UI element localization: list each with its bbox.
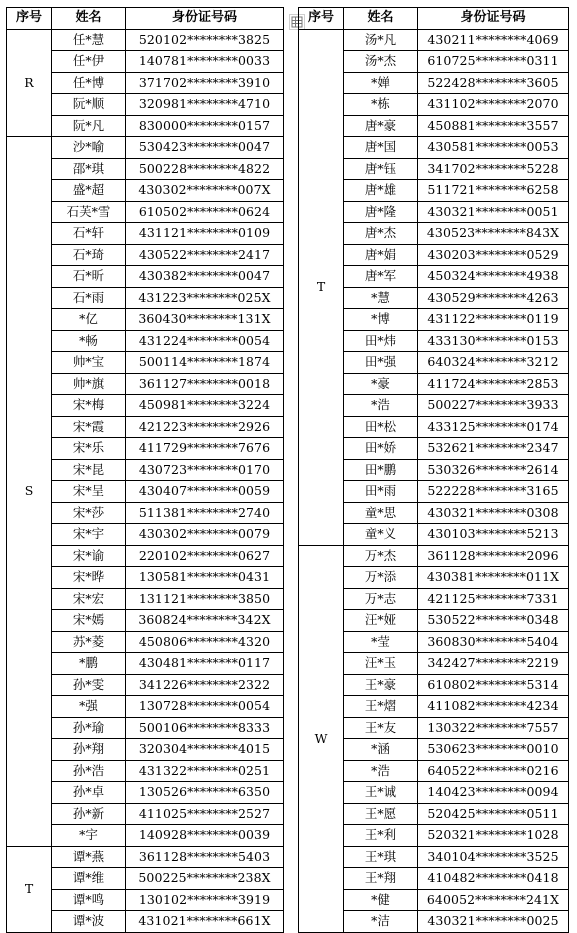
id-number: 361128********5403 xyxy=(126,846,284,868)
person-name: 唐*军 xyxy=(344,266,418,288)
person-name: 宋*嫣 xyxy=(52,610,126,632)
person-name: 童*义 xyxy=(344,524,418,546)
person-name: 宋*昆 xyxy=(52,459,126,481)
person-name: *栋 xyxy=(344,94,418,116)
id-number: 431223********025X xyxy=(126,287,284,309)
id-number: 320981********4710 xyxy=(126,94,284,116)
id-number: 140928********0039 xyxy=(126,825,284,847)
id-number: 530423********0047 xyxy=(126,137,284,159)
id-number: 430302********0079 xyxy=(126,524,284,546)
person-name: 宋*宇 xyxy=(52,524,126,546)
person-name: 万*杰 xyxy=(344,545,418,567)
person-name: 王*愿 xyxy=(344,803,418,825)
id-number: 431121********0109 xyxy=(126,223,284,245)
person-name: 田*鹏 xyxy=(344,459,418,481)
person-name: *豪 xyxy=(344,373,418,395)
id-number: 371702********3910 xyxy=(126,72,284,94)
id-number: 520102********3825 xyxy=(126,29,284,51)
person-name: 王*琪 xyxy=(344,846,418,868)
id-number: 640324********3212 xyxy=(418,352,569,374)
group-letter: S xyxy=(7,137,52,847)
id-number: 130526********6350 xyxy=(126,782,284,804)
person-name: 谭*维 xyxy=(52,868,126,890)
person-name: 童*思 xyxy=(344,502,418,524)
id-number: 433125********0174 xyxy=(418,416,569,438)
person-name: *鹏 xyxy=(52,653,126,675)
id-number: 430407********0059 xyxy=(126,481,284,503)
id-number: 430581********0053 xyxy=(418,137,569,159)
id-number: 411729********7676 xyxy=(126,438,284,460)
id-number: 430481********0117 xyxy=(126,653,284,675)
id-number: 450806********4320 xyxy=(126,631,284,653)
person-name: 帅*宝 xyxy=(52,352,126,374)
person-name: *莹 xyxy=(344,631,418,653)
id-number: 140781********0033 xyxy=(126,51,284,73)
header-seq: 序号 xyxy=(299,8,344,30)
id-number: 431322********0251 xyxy=(126,760,284,782)
id-number: 430529********4263 xyxy=(418,287,569,309)
person-name: 唐*娟 xyxy=(344,244,418,266)
header-row xyxy=(299,8,569,30)
id-number: 500227********3933 xyxy=(418,395,569,417)
person-name: 宋*霞 xyxy=(52,416,126,438)
id-number: 411724********2853 xyxy=(418,373,569,395)
id-number: 131121********3850 xyxy=(126,588,284,610)
person-name: 田*松 xyxy=(344,416,418,438)
id-number: 511381********2740 xyxy=(126,502,284,524)
person-name: 王*诚 xyxy=(344,782,418,804)
person-name: 宋*呈 xyxy=(52,481,126,503)
person-name: 田*娇 xyxy=(344,438,418,460)
person-name: 帅*旗 xyxy=(52,373,126,395)
id-number: 830000********0157 xyxy=(126,115,284,137)
person-name: *畅 xyxy=(52,330,126,352)
person-name: 苏*菱 xyxy=(52,631,126,653)
id-number: 130728********0054 xyxy=(126,696,284,718)
table-row xyxy=(7,29,284,51)
id-number: 450881********3557 xyxy=(418,115,569,137)
id-number: 411082********4234 xyxy=(418,696,569,718)
header-name: 姓名 xyxy=(344,8,418,30)
person-name: 任*伊 xyxy=(52,51,126,73)
person-name: 石*琦 xyxy=(52,244,126,266)
id-number: 450324********4938 xyxy=(418,266,569,288)
person-name: 王*熠 xyxy=(344,696,418,718)
person-name: 宋*乐 xyxy=(52,438,126,460)
roster-table-right xyxy=(298,7,569,933)
roster-body-left xyxy=(7,29,284,932)
person-name: 万*添 xyxy=(344,567,418,589)
person-name: 孙*瑜 xyxy=(52,717,126,739)
id-number: 640052********241X xyxy=(418,889,569,911)
person-name: 王*豪 xyxy=(344,674,418,696)
header-id: 身份证号码 xyxy=(418,8,569,30)
id-number: 421223********2926 xyxy=(126,416,284,438)
id-number: 430381********011X xyxy=(418,567,569,589)
person-name: *强 xyxy=(52,696,126,718)
id-number: 430321********0308 xyxy=(418,502,569,524)
person-name: 宋*莎 xyxy=(52,502,126,524)
person-name: 谭*波 xyxy=(52,911,126,933)
roster-table-left xyxy=(6,7,284,933)
id-number: 530623********0010 xyxy=(418,739,569,761)
id-number: 410482********0418 xyxy=(418,868,569,890)
person-name: 唐*隆 xyxy=(344,201,418,223)
person-name: 阮*顺 xyxy=(52,94,126,116)
id-number: 430522********2417 xyxy=(126,244,284,266)
id-number: 342427********2219 xyxy=(418,653,569,675)
person-name: 汤*凡 xyxy=(344,29,418,51)
id-number: 360830********5404 xyxy=(418,631,569,653)
id-number: 431021********661X xyxy=(126,911,284,933)
id-number: 130581********0431 xyxy=(126,567,284,589)
person-name: 沙*喻 xyxy=(52,137,126,159)
id-number: 341226********2322 xyxy=(126,674,284,696)
id-number: 431224********0054 xyxy=(126,330,284,352)
group-letter: T xyxy=(299,29,344,545)
person-name: *洁 xyxy=(344,911,418,933)
person-name: 石*雨 xyxy=(52,287,126,309)
person-name: *亿 xyxy=(52,309,126,331)
person-name: 田*强 xyxy=(344,352,418,374)
id-number: 450981********3224 xyxy=(126,395,284,417)
person-name: 阮*凡 xyxy=(52,115,126,137)
id-number: 360824********342X xyxy=(126,610,284,632)
id-number: 522228********3165 xyxy=(418,481,569,503)
id-number: 511721********6258 xyxy=(418,180,569,202)
person-name: 宋*宏 xyxy=(52,588,126,610)
person-name: 石*昕 xyxy=(52,266,126,288)
id-number: 220102********0627 xyxy=(126,545,284,567)
person-name: *浩 xyxy=(344,395,418,417)
id-number: 430382********0047 xyxy=(126,266,284,288)
person-name: *涵 xyxy=(344,739,418,761)
person-name: 孙*卓 xyxy=(52,782,126,804)
id-number: 411025********2527 xyxy=(126,803,284,825)
person-name: 石芙*雪 xyxy=(52,201,126,223)
id-number: 430103********5213 xyxy=(418,524,569,546)
person-name: *博 xyxy=(344,309,418,331)
id-number: 361127********0018 xyxy=(126,373,284,395)
id-number: 361128********2096 xyxy=(418,545,569,567)
id-number: 610502********0624 xyxy=(126,201,284,223)
id-number: 430211********4069 xyxy=(418,29,569,51)
table-row xyxy=(7,137,284,159)
person-name: 宋*梅 xyxy=(52,395,126,417)
person-name: 谭*鸣 xyxy=(52,889,126,911)
person-name: 石*轩 xyxy=(52,223,126,245)
id-number: 500225********238X xyxy=(126,868,284,890)
id-number: 430723********0170 xyxy=(126,459,284,481)
person-name: 宋*晔 xyxy=(52,567,126,589)
id-number: 430321********0051 xyxy=(418,201,569,223)
person-name: 邵*琪 xyxy=(52,158,126,180)
group-letter: W xyxy=(299,545,344,932)
person-name: 盛*超 xyxy=(52,180,126,202)
table-row xyxy=(299,29,569,51)
person-name: 汤*杰 xyxy=(344,51,418,73)
id-number: 520425********0511 xyxy=(418,803,569,825)
header-id: 身份证号码 xyxy=(126,8,284,30)
person-name: 孙*浩 xyxy=(52,760,126,782)
person-name: 唐*雄 xyxy=(344,180,418,202)
id-number: 610725********0311 xyxy=(418,51,569,73)
header-row xyxy=(7,8,284,30)
table-row xyxy=(299,545,569,567)
person-name: 任*慧 xyxy=(52,29,126,51)
id-number: 130322********7557 xyxy=(418,717,569,739)
id-number: 431102********2070 xyxy=(418,94,569,116)
person-name: *宇 xyxy=(52,825,126,847)
person-name: 唐*豪 xyxy=(344,115,418,137)
person-name: 万*志 xyxy=(344,588,418,610)
id-number: 130102********3919 xyxy=(126,889,284,911)
group-letter: T xyxy=(7,846,52,932)
id-number: 340104********3525 xyxy=(418,846,569,868)
id-number: 341702********5228 xyxy=(418,158,569,180)
header-seq: 序号 xyxy=(7,8,52,30)
id-number: 430203********0529 xyxy=(418,244,569,266)
header-name: 姓名 xyxy=(52,8,126,30)
group-letter: R xyxy=(7,29,52,137)
person-name: 唐*杰 xyxy=(344,223,418,245)
person-name: 王*友 xyxy=(344,717,418,739)
person-name: *浩 xyxy=(344,760,418,782)
id-number: 360430********131X xyxy=(126,309,284,331)
roster-body-right xyxy=(299,29,569,932)
table-row xyxy=(7,846,284,868)
person-name: 孙*翔 xyxy=(52,739,126,761)
id-number: 532621********2347 xyxy=(418,438,569,460)
id-number: 640522********0216 xyxy=(418,760,569,782)
id-number: 500114********1874 xyxy=(126,352,284,374)
id-number: 431122********0119 xyxy=(418,309,569,331)
person-name: 孙*雯 xyxy=(52,674,126,696)
id-number: 430523********843X xyxy=(418,223,569,245)
person-name: 汪*娅 xyxy=(344,610,418,632)
id-number: 530522********0348 xyxy=(418,610,569,632)
id-number: 500106********8333 xyxy=(126,717,284,739)
person-name: 唐*国 xyxy=(344,137,418,159)
person-name: 王*利 xyxy=(344,825,418,847)
id-number: 430321********0025 xyxy=(418,911,569,933)
person-name: *慧 xyxy=(344,287,418,309)
id-number: 522428********3605 xyxy=(418,72,569,94)
person-name: 王*翔 xyxy=(344,868,418,890)
person-name: 任*博 xyxy=(52,72,126,94)
id-number: 421125********7331 xyxy=(418,588,569,610)
person-name: 唐*钰 xyxy=(344,158,418,180)
id-number: 433130********0153 xyxy=(418,330,569,352)
person-name: *婵 xyxy=(344,72,418,94)
id-number: 530326********2614 xyxy=(418,459,569,481)
person-name: 田*雨 xyxy=(344,481,418,503)
id-number: 520321********1028 xyxy=(418,825,569,847)
id-number: 500228********4822 xyxy=(126,158,284,180)
person-name: 宋*谕 xyxy=(52,545,126,567)
id-number: 320304********4015 xyxy=(126,739,284,761)
person-name: 孙*新 xyxy=(52,803,126,825)
id-number: 430302********007X xyxy=(126,180,284,202)
id-number: 610802********5314 xyxy=(418,674,569,696)
person-name: 田*炜 xyxy=(344,330,418,352)
person-name: *健 xyxy=(344,889,418,911)
person-name: 汪*玉 xyxy=(344,653,418,675)
id-number: 140423********0094 xyxy=(418,782,569,804)
person-name: 谭*燕 xyxy=(52,846,126,868)
